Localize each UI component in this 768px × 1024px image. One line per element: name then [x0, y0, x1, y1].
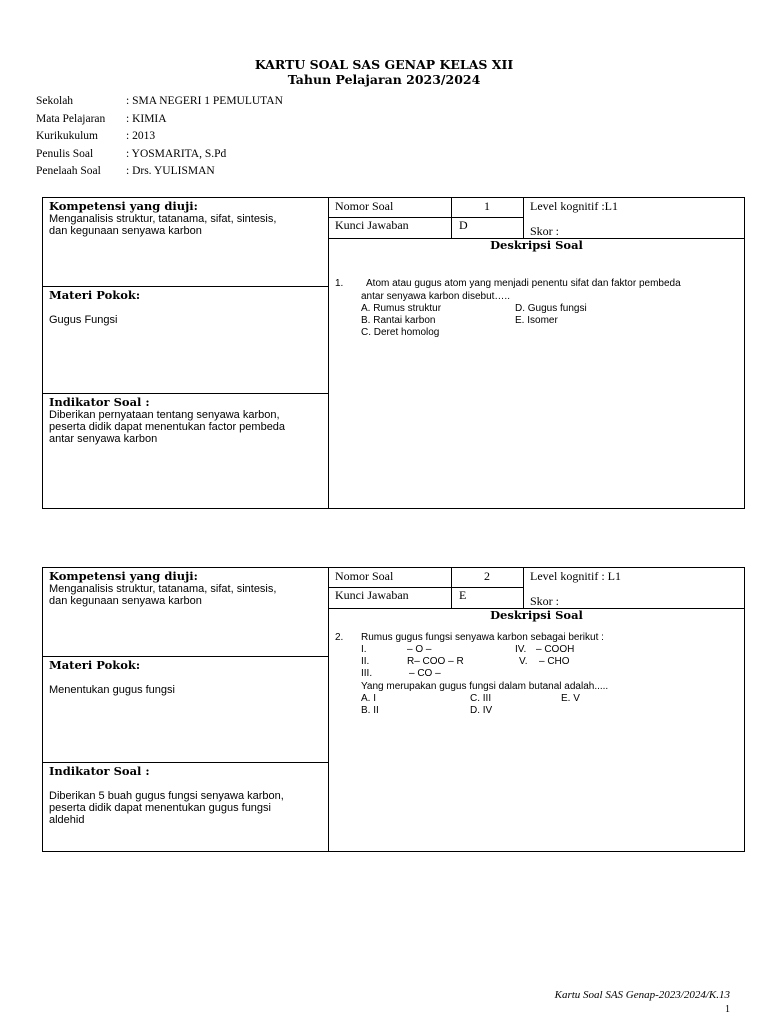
page-number: 1	[725, 1004, 730, 1015]
deskripsi-soal-title: Deskripsi Soal	[490, 608, 583, 622]
materi-value: Gugus Fungsi	[49, 314, 118, 326]
indikator-label: Indikator Soal :	[49, 395, 150, 409]
answer-e: E. V	[561, 693, 580, 704]
divider	[523, 568, 524, 608]
indikator-cell	[43, 763, 328, 851]
meta-value: : 2013	[126, 130, 156, 142]
indikator-line: aldehid	[49, 814, 85, 826]
indikator-cell	[43, 394, 328, 509]
group-number: I.	[361, 644, 367, 655]
meta-value: : Drs. YULISMAN	[126, 165, 215, 177]
kompetensi-cell	[43, 568, 328, 657]
indikator-label: Indikator Soal :	[49, 764, 150, 778]
materi-label: Materi Pokok:	[49, 658, 141, 672]
kompetensi-line: dan kegunaan senyawa karbon	[49, 595, 202, 607]
group-formula: – CO –	[409, 668, 441, 679]
level-kognitif: Level kognitif : L1	[530, 569, 621, 583]
meta-label: Penulis Soal	[36, 147, 94, 160]
group-formula: – O –	[407, 644, 432, 655]
meta-value: : SMA NEGERI 1 PEMULUTAN	[126, 95, 283, 107]
answer-b: B. II	[361, 705, 379, 716]
indikator-line: peserta didik dapat menentukan gugus fungsi	[49, 802, 271, 814]
divider	[451, 198, 452, 238]
group-number: V.	[519, 656, 528, 667]
question-number: 2.	[335, 632, 344, 643]
document-title: KARTU SOAL SAS GENAP KELAS XII	[254, 57, 514, 72]
card-left-column	[43, 198, 329, 508]
materi-cell	[43, 657, 328, 763]
skor-label: Skor :	[530, 224, 560, 238]
level-kognitif: Level kognitif :L1	[530, 199, 618, 213]
question-text: Rumus gugus fungsi senyawa karbon sebagai berikut :	[361, 632, 604, 643]
nomor-soal-label: Nomor Soal	[335, 569, 394, 583]
group-formula: – COOH	[536, 644, 575, 655]
answer-c: C. III	[470, 693, 492, 704]
kunci-jawaban-label: Kunci Jawaban	[335, 588, 409, 602]
meta-value: : YOSMARITA, S.Pd	[126, 147, 227, 160]
meta-label: Kurikukulum	[36, 130, 98, 142]
skor-label: Skor :	[530, 594, 560, 608]
indikator-line: Diberikan pernyataan tentang senyawa karbon,	[49, 409, 280, 421]
answer-d: D. IV	[470, 705, 493, 716]
card-left-column	[43, 568, 329, 851]
group-number: III.	[361, 668, 373, 679]
kompetensi-line: dan kegunaan senyawa karbon	[49, 225, 202, 237]
indikator-line: peserta didik dapat menentukan factor pembeda	[49, 421, 286, 433]
question-card-2	[42, 567, 745, 852]
kompetensi-label: Kompetensi yang diuji:	[49, 199, 198, 213]
question-number: 1.	[335, 278, 344, 289]
option-e: E. Isomer	[515, 315, 558, 326]
option-c: C. Deret homolog	[361, 327, 440, 338]
kompetensi-line: Menganalisis struktur, tatanama, sifat, sintesis,	[49, 213, 277, 225]
page-footer: Kartu Soal SAS Genap-2023/2024/K.13	[554, 989, 730, 1001]
question-text: antar senyawa karbon disebut…..	[361, 291, 510, 302]
question-card-1	[42, 197, 745, 509]
group-number: II.	[361, 656, 370, 667]
materi-cell	[43, 287, 328, 394]
deskripsi-soal-title: Deskripsi Soal	[490, 238, 583, 252]
group-number: IV.	[515, 644, 527, 655]
question-prompt: Yang merupakan gugus fungsi dalam butanal adalah.....	[361, 681, 609, 692]
materi-label: Materi Pokok:	[49, 288, 141, 302]
kompetensi-cell	[43, 198, 328, 287]
kunci-jawaban-value: D	[459, 218, 468, 232]
document-subtitle: Tahun Pelajaran 2023/2024	[287, 72, 481, 87]
meta-label: Sekolah	[36, 95, 74, 107]
meta-value: : KIMIA	[126, 112, 167, 125]
divider	[523, 198, 524, 238]
materi-value: Menentukan gugus fungsi	[49, 684, 175, 696]
group-formula: – CHO	[539, 656, 570, 667]
option-b: B. Rantai karbon	[361, 315, 436, 326]
meta-label: Mata Pelajaran	[36, 112, 106, 125]
option-d: D. Gugus fungsi	[515, 303, 587, 314]
nomor-soal-value: 2	[484, 569, 490, 583]
card-right-column	[329, 568, 744, 851]
nomor-soal-label: Nomor Soal	[335, 199, 394, 213]
indikator-line: Diberikan 5 buah gugus fungsi senyawa karbon,	[49, 790, 284, 802]
group-formula: R– COO – R	[407, 656, 464, 667]
option-a: A. Rumus struktur	[361, 303, 442, 314]
indikator-line: antar senyawa karbon	[49, 433, 158, 445]
kompetensi-line: Menganalisis struktur, tatanama, sifat, sintesis,	[49, 583, 277, 595]
question-text: Atom atau gugus atom yang menjadi penentu sifat dan faktor pembeda	[366, 278, 681, 289]
kunci-jawaban-label: Kunci Jawaban	[335, 218, 409, 232]
nomor-soal-value: 1	[484, 199, 490, 213]
meta-label: Penelaah Soal	[36, 165, 101, 177]
kompetensi-label: Kompetensi yang diuji:	[49, 569, 198, 583]
card-right-column	[329, 198, 744, 508]
answer-a: A. I	[361, 693, 377, 704]
divider	[451, 568, 452, 608]
kunci-jawaban-value: E	[459, 588, 467, 602]
